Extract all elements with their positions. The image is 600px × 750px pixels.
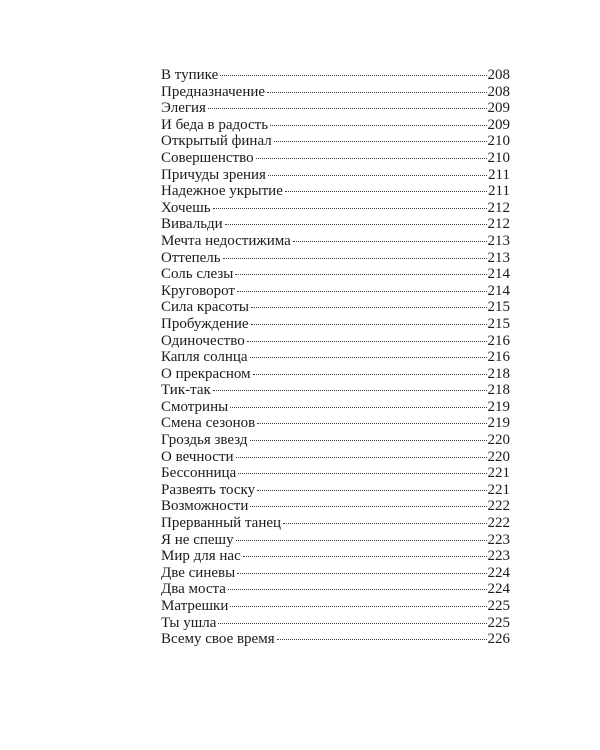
toc-entry-page-number: 211 (488, 183, 510, 200)
toc-entry-page-number: 214 (487, 282, 510, 299)
toc-entry (161, 498, 510, 515)
toc-entry-title: Два моста (161, 581, 226, 598)
toc-entry (161, 631, 510, 648)
dot-leader (250, 440, 487, 441)
toc-entry-title: Причуды зрения (161, 166, 266, 183)
toc-entry-title: Смена сезонов (161, 415, 256, 432)
dot-leader (250, 357, 487, 358)
toc-entry-page-number: 215 (487, 299, 510, 316)
toc-entry-title: Капля солнца (161, 349, 248, 366)
toc-entry-page-number: 213 (487, 249, 510, 266)
toc-entry (161, 615, 510, 632)
toc-entry (161, 316, 510, 333)
toc-entry-title: Тик-так (161, 382, 211, 399)
toc-entry (161, 150, 510, 167)
dot-leader (243, 556, 487, 557)
toc-entry (161, 366, 510, 383)
toc-entry-page-number: 208 (487, 67, 510, 83)
toc-entry-title: Круговорот (161, 282, 235, 299)
toc-entry-page-number: 209 (487, 100, 510, 117)
toc-entry-page-number: 209 (487, 116, 510, 133)
toc-entry-page-number: 215 (487, 315, 510, 332)
dot-leader (218, 623, 486, 624)
toc-entry (161, 133, 510, 150)
dot-leader (230, 606, 486, 607)
toc-entry-title: Хочешь (161, 199, 211, 216)
dot-leader (274, 141, 487, 142)
dot-leader (237, 291, 487, 292)
toc-entry-page-number: 222 (487, 498, 510, 515)
dot-leader (228, 589, 487, 590)
toc-entry (161, 581, 510, 598)
toc-entry-page-number: 212 (487, 216, 510, 233)
toc-entry-page-number: 223 (487, 548, 510, 565)
toc-entry-page-number: 216 (487, 349, 510, 366)
toc-entry-page-number: 214 (487, 266, 510, 283)
toc-entry (161, 382, 510, 399)
dot-leader (277, 639, 487, 640)
toc-entry-page-number: 211 (488, 166, 510, 183)
toc-entry (161, 167, 510, 184)
table-of-contents (161, 67, 510, 648)
toc-entry-title: Гроздья звезд (161, 432, 248, 449)
toc-entry-page-number: 212 (487, 199, 510, 216)
toc-entry-page-number: 224 (487, 581, 510, 598)
toc-entry-title: Матрешки (161, 598, 229, 614)
dot-leader (208, 108, 487, 109)
dot-leader (257, 423, 486, 424)
dot-leader (213, 208, 487, 209)
toc-entry-title: Предназначение (161, 83, 266, 100)
toc-entry-title: Я не спешу (161, 531, 234, 548)
toc-entry-page-number: 218 (487, 382, 510, 399)
toc-entry-page-number: 219 (487, 415, 510, 432)
toc-entry (161, 266, 510, 283)
toc-entry (161, 465, 510, 482)
toc-entry-title: Оттепель (161, 249, 221, 266)
toc-entry-title: Совершенство (161, 149, 254, 166)
dot-leader (247, 341, 487, 342)
toc-entry-page-number: 221 (487, 465, 510, 482)
dot-leader (268, 175, 487, 176)
dot-leader (230, 407, 486, 408)
toc-entry (161, 250, 510, 267)
toc-entry-page-number: 226 (487, 631, 510, 648)
dot-leader (238, 473, 486, 474)
toc-entry-title: Ты ушла (161, 614, 217, 631)
toc-entry-title: Мир для нас (161, 548, 241, 565)
dot-leader (293, 241, 487, 242)
toc-entry (161, 565, 510, 582)
toc-entry-page-number: 220 (487, 432, 510, 449)
toc-entry (161, 283, 510, 300)
toc-entry-title: Смотрины (161, 398, 229, 415)
toc-entry (161, 100, 510, 117)
dot-leader (267, 92, 486, 93)
toc-entry (161, 548, 510, 565)
toc-entry-title: Две синевы (161, 564, 236, 581)
dot-leader (236, 540, 487, 541)
dot-leader (213, 390, 487, 391)
toc-entry (161, 399, 510, 416)
toc-entry (161, 432, 510, 449)
toc-entry (161, 117, 510, 134)
toc-entry (161, 532, 510, 549)
toc-entry-page-number: 220 (487, 448, 510, 465)
toc-entry (161, 515, 510, 532)
toc-entry (161, 482, 510, 499)
dot-leader (251, 324, 487, 325)
toc-entry (161, 67, 510, 84)
toc-entry-title: Пробуждение (161, 315, 249, 332)
toc-entry-page-number: 210 (487, 133, 510, 150)
toc-entry (161, 200, 510, 217)
dot-leader (270, 125, 486, 126)
toc-entry-page-number: 223 (487, 531, 510, 548)
toc-entry-title: Вивальди (161, 216, 223, 233)
toc-entry (161, 349, 510, 366)
toc-entry-page-number: 216 (487, 332, 510, 349)
toc-entry-page-number: 218 (487, 365, 510, 382)
toc-entry-page-number: 210 (487, 149, 510, 166)
toc-entry-title: В тупике (161, 67, 219, 83)
toc-entry-title: Развеять тоску (161, 481, 256, 498)
dot-leader (225, 224, 487, 225)
toc-entry-title: Бессонница (161, 465, 237, 482)
toc-entry-title: Соль слезы (161, 266, 234, 283)
toc-entry (161, 598, 510, 615)
toc-entry-title: Надежное укрытие (161, 183, 283, 200)
toc-entry-title: И беда в радость (161, 116, 269, 133)
toc-entry (161, 299, 510, 316)
toc-entry-title: Элегия (161, 100, 206, 117)
dot-leader (283, 523, 486, 524)
dot-leader (253, 374, 487, 375)
dot-leader (236, 457, 487, 458)
toc-entry (161, 449, 510, 466)
dot-leader (237, 573, 486, 574)
toc-entry-title: О вечности (161, 448, 234, 465)
dot-leader (256, 158, 487, 159)
dot-leader (250, 506, 486, 507)
toc-entry-page-number: 222 (487, 515, 510, 532)
toc-entry-title: Сила красоты (161, 299, 249, 316)
toc-entry-title: Одиночество (161, 332, 245, 349)
toc-entry-page-number: 219 (487, 398, 510, 415)
toc-entry-title: О прекрасном (161, 365, 251, 382)
dot-leader (251, 307, 487, 308)
toc-entry (161, 183, 510, 200)
toc-entry-title: Открытый финал (161, 133, 272, 150)
toc-entry-page-number: 224 (487, 564, 510, 581)
toc-entry-title: Всему свое время (161, 631, 275, 648)
dot-leader (235, 274, 486, 275)
toc-entry-page-number: 213 (487, 232, 510, 249)
dot-leader (257, 490, 486, 491)
toc-entry (161, 233, 510, 250)
dot-leader (223, 258, 487, 259)
toc-entry (161, 415, 510, 432)
dot-leader (220, 75, 486, 76)
dot-leader (285, 191, 487, 192)
toc-entry-title: Прерванный танец (161, 515, 282, 532)
toc-entry-page-number: 225 (487, 614, 510, 631)
toc-entry-page-number: 208 (487, 83, 510, 100)
toc-entry (161, 333, 510, 350)
toc-entry-page-number: 221 (487, 481, 510, 498)
toc-entry-page-number: 225 (487, 598, 510, 614)
toc-entry-title: Возможности (161, 498, 249, 515)
toc-entry (161, 84, 510, 101)
toc-entry-title: Мечта недостижима (161, 232, 291, 249)
toc-entry (161, 216, 510, 233)
